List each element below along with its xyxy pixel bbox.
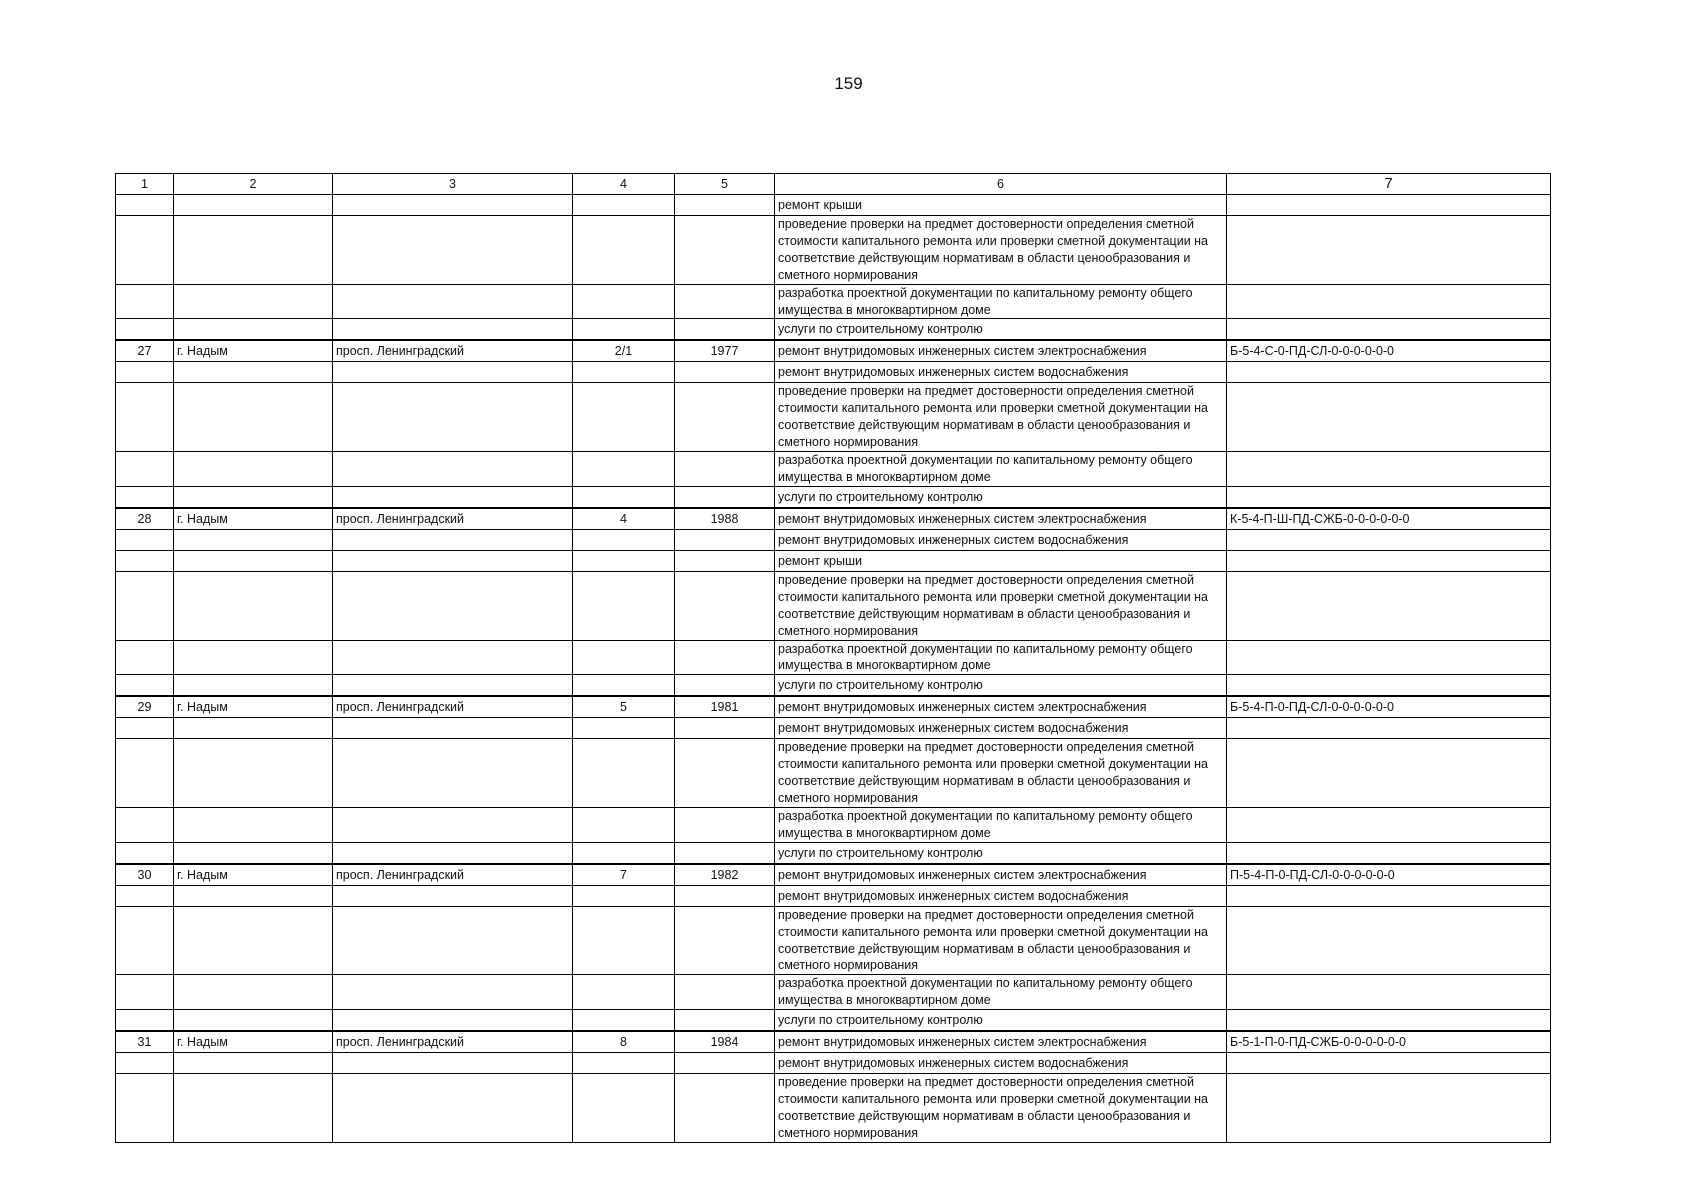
cell-city — [174, 216, 333, 285]
cell-house — [573, 1074, 675, 1143]
table-row — [116, 529, 1551, 550]
cell-street — [333, 640, 573, 675]
cell-work-type: ремонт внутридомовых инженерных систем электроснабжения — [775, 508, 1227, 530]
table-row — [116, 807, 1551, 842]
cell-year — [675, 362, 775, 383]
table-row — [116, 696, 1551, 718]
table-row — [116, 1010, 1551, 1032]
cell-house — [573, 319, 675, 341]
cell-year — [675, 1074, 775, 1143]
cell-street — [333, 1053, 573, 1074]
cell-number — [116, 216, 174, 285]
cell-house — [573, 362, 675, 383]
table-row — [116, 975, 1551, 1010]
cell-city — [174, 529, 333, 550]
cell-code — [1227, 675, 1551, 697]
cell-work-type: ремонт внутридомовых инженерных систем водоснабжения — [775, 529, 1227, 550]
cell-year — [675, 640, 775, 675]
cell-year — [675, 319, 775, 341]
cell-number — [116, 842, 174, 864]
cell-work-type: услуги по строительному контролю — [775, 842, 1227, 864]
cell-work-type: ремонт внутридомовых инженерных систем водоснабжения — [775, 1053, 1227, 1074]
cell-city — [174, 906, 333, 975]
cell-street — [333, 975, 573, 1010]
cell-work-type: ремонт внутридомовых инженерных систем электроснабжения — [775, 864, 1227, 886]
cell-house — [573, 842, 675, 864]
cell-work-type: услуги по строительному контролю — [775, 675, 1227, 697]
cell-house — [573, 640, 675, 675]
table-row — [116, 452, 1551, 487]
cell-work-type: проведение проверки на предмет достоверности определения сметной стоимости капитального ремонта или проверки сметной документации на соответствие действующим нормативам в области ценообразования и сметного нормирования — [775, 571, 1227, 640]
cell-work-type: ремонт крыши — [775, 550, 1227, 571]
cell-year — [675, 1010, 775, 1032]
cell-year: 1981 — [675, 696, 775, 718]
cell-street — [333, 842, 573, 864]
cell-street — [333, 195, 573, 216]
cell-number — [116, 1010, 174, 1032]
header-col-5: 5 — [675, 174, 775, 195]
cell-house — [573, 571, 675, 640]
cell-work-type: ремонт внутридомовых инженерных систем водоснабжения — [775, 362, 1227, 383]
cell-city — [174, 1053, 333, 1074]
cell-number: 29 — [116, 696, 174, 718]
cell-house — [573, 807, 675, 842]
cell-year — [675, 842, 775, 864]
cell-number — [116, 1053, 174, 1074]
cell-code — [1227, 319, 1551, 341]
table-row — [116, 195, 1551, 216]
header-col-2: 2 — [174, 174, 333, 195]
cell-code — [1227, 807, 1551, 842]
cell-city — [174, 718, 333, 739]
table-row — [116, 383, 1551, 452]
header-row — [116, 174, 1551, 195]
cell-code — [1227, 885, 1551, 906]
cell-year — [675, 906, 775, 975]
cell-house — [573, 284, 675, 319]
cell-city — [174, 675, 333, 697]
cell-house — [573, 675, 675, 697]
table-row — [116, 739, 1551, 808]
cell-number — [116, 975, 174, 1010]
cell-number — [116, 195, 174, 216]
cell-work-type: ремонт крыши — [775, 195, 1227, 216]
table-body — [116, 195, 1551, 1143]
cell-street — [333, 486, 573, 508]
cell-city — [174, 195, 333, 216]
table-row — [116, 640, 1551, 675]
cell-year — [675, 807, 775, 842]
cell-work-type: проведение проверки на предмет достоверности определения сметной стоимости капитального ремонта или проверки сметной документации на соответствие действующим нормативам в области ценообразования и сметного нормирования — [775, 1074, 1227, 1143]
cell-number — [116, 529, 174, 550]
cell-number — [116, 452, 174, 487]
cell-house — [573, 975, 675, 1010]
cell-code — [1227, 362, 1551, 383]
table-row — [116, 550, 1551, 571]
cell-city — [174, 284, 333, 319]
table-row — [116, 508, 1551, 530]
cell-work-type: ремонт внутридомовых инженерных систем водоснабжения — [775, 718, 1227, 739]
cell-number — [116, 362, 174, 383]
cell-number — [116, 807, 174, 842]
table-row — [116, 718, 1551, 739]
cell-year: 1982 — [675, 864, 775, 886]
cell-house — [573, 529, 675, 550]
cell-work-type: проведение проверки на предмет достоверности определения сметной стоимости капитального ремонта или проверки сметной документации на соответствие действующим нормативам в области ценообразования и сметного нормирования — [775, 216, 1227, 285]
cell-code — [1227, 1074, 1551, 1143]
cell-code — [1227, 195, 1551, 216]
cell-city — [174, 1074, 333, 1143]
cell-street — [333, 452, 573, 487]
cell-number: 28 — [116, 508, 174, 530]
repair-works-table — [115, 173, 1551, 1143]
cell-house — [573, 216, 675, 285]
cell-code: Б-5-1-П-0-ПД-СЖБ-0-0-0-0-0-0 — [1227, 1031, 1551, 1053]
cell-number: 27 — [116, 340, 174, 362]
cell-city — [174, 1010, 333, 1032]
table-row — [116, 284, 1551, 319]
cell-work-type: ремонт внутридомовых инженерных систем электроснабжения — [775, 1031, 1227, 1053]
table-row — [116, 486, 1551, 508]
cell-work-type: разработка проектной документации по капитальному ремонту общего имущества в многоквартирном доме — [775, 452, 1227, 487]
header-col-7: 7 — [1227, 174, 1551, 195]
cell-number — [116, 718, 174, 739]
cell-code — [1227, 486, 1551, 508]
cell-house: 8 — [573, 1031, 675, 1053]
cell-code: К-5-4-П-Ш-ПД-СЖБ-0-0-0-0-0-0 — [1227, 508, 1551, 530]
cell-code — [1227, 842, 1551, 864]
cell-code — [1227, 216, 1551, 285]
cell-work-type: ремонт внутридомовых инженерных систем электроснабжения — [775, 340, 1227, 362]
cell-number — [116, 739, 174, 808]
cell-year — [675, 718, 775, 739]
cell-city — [174, 739, 333, 808]
cell-house — [573, 885, 675, 906]
cell-city — [174, 319, 333, 341]
table-row — [116, 885, 1551, 906]
cell-work-type: услуги по строительному контролю — [775, 319, 1227, 341]
cell-street — [333, 739, 573, 808]
cell-street — [333, 675, 573, 697]
cell-house: 5 — [573, 696, 675, 718]
cell-code — [1227, 906, 1551, 975]
cell-street — [333, 906, 573, 975]
cell-code: Б-5-4-С-0-ПД-СЛ-0-0-0-0-0-0 — [1227, 340, 1551, 362]
cell-city — [174, 807, 333, 842]
cell-street — [333, 383, 573, 452]
cell-code — [1227, 739, 1551, 808]
cell-work-type: услуги по строительному контролю — [775, 486, 1227, 508]
cell-street — [333, 284, 573, 319]
cell-number — [116, 319, 174, 341]
cell-street — [333, 550, 573, 571]
cell-year — [675, 383, 775, 452]
cell-street — [333, 571, 573, 640]
header-col-1: 1 — [116, 174, 174, 195]
cell-year — [675, 452, 775, 487]
cell-code — [1227, 718, 1551, 739]
cell-street — [333, 362, 573, 383]
cell-house — [573, 195, 675, 216]
cell-number — [116, 675, 174, 697]
header-col-4: 4 — [573, 174, 675, 195]
cell-year — [675, 550, 775, 571]
cell-city — [174, 486, 333, 508]
cell-year — [675, 216, 775, 285]
table-row — [116, 319, 1551, 341]
table-row — [116, 216, 1551, 285]
cell-code — [1227, 1053, 1551, 1074]
cell-city: г. Надым — [174, 1031, 333, 1053]
cell-year — [675, 975, 775, 1010]
cell-number: 30 — [116, 864, 174, 886]
cell-street: просп. Ленинградский — [333, 696, 573, 718]
cell-code — [1227, 284, 1551, 319]
cell-house: 7 — [573, 864, 675, 886]
cell-year — [675, 284, 775, 319]
cell-city: г. Надым — [174, 864, 333, 886]
cell-city: г. Надым — [174, 508, 333, 530]
cell-year — [675, 885, 775, 906]
cell-number — [116, 571, 174, 640]
cell-house — [573, 1010, 675, 1032]
table-row — [116, 864, 1551, 886]
cell-house: 2/1 — [573, 340, 675, 362]
cell-city — [174, 362, 333, 383]
cell-house — [573, 486, 675, 508]
table-row — [116, 1031, 1551, 1053]
cell-code — [1227, 571, 1551, 640]
cell-year — [675, 675, 775, 697]
cell-house — [573, 452, 675, 487]
cell-work-type: проведение проверки на предмет достоверности определения сметной стоимости капитального ремонта или проверки сметной документации на соответствие действующим нормативам в области ценообразования и сметного нормирования — [775, 739, 1227, 808]
cell-work-type: ремонт внутридомовых инженерных систем водоснабжения — [775, 885, 1227, 906]
cell-year — [675, 486, 775, 508]
cell-house — [573, 1053, 675, 1074]
cell-code — [1227, 975, 1551, 1010]
cell-year — [675, 739, 775, 808]
table-row — [116, 362, 1551, 383]
cell-year: 1984 — [675, 1031, 775, 1053]
table-row — [116, 571, 1551, 640]
cell-house — [573, 739, 675, 808]
cell-year: 1977 — [675, 340, 775, 362]
cell-street: просп. Ленинградский — [333, 1031, 573, 1053]
cell-city — [174, 975, 333, 1010]
cell-city — [174, 885, 333, 906]
cell-city — [174, 842, 333, 864]
cell-street — [333, 529, 573, 550]
cell-city — [174, 571, 333, 640]
cell-work-type: разработка проектной документации по капитальному ремонту общего имущества в многоквартирном доме — [775, 284, 1227, 319]
page-number: 159 — [834, 74, 863, 93]
cell-street — [333, 319, 573, 341]
cell-year — [675, 529, 775, 550]
cell-number — [116, 640, 174, 675]
cell-number — [116, 550, 174, 571]
cell-work-type: ремонт внутридомовых инженерных систем электроснабжения — [775, 696, 1227, 718]
cell-street — [333, 216, 573, 285]
cell-code — [1227, 640, 1551, 675]
cell-city — [174, 452, 333, 487]
table-row — [116, 675, 1551, 697]
header-col-6: 6 — [775, 174, 1227, 195]
cell-number — [116, 383, 174, 452]
cell-city: г. Надым — [174, 340, 333, 362]
cell-house — [573, 906, 675, 975]
table-header — [116, 174, 1551, 195]
table-row — [116, 842, 1551, 864]
cell-code — [1227, 452, 1551, 487]
cell-street — [333, 807, 573, 842]
cell-city — [174, 550, 333, 571]
cell-work-type: разработка проектной документации по капитальному ремонту общего имущества в многоквартирном доме — [775, 975, 1227, 1010]
cell-house — [573, 550, 675, 571]
table-row — [116, 340, 1551, 362]
cell-year — [675, 195, 775, 216]
cell-house — [573, 718, 675, 739]
cell-street — [333, 1074, 573, 1143]
cell-year — [675, 1053, 775, 1074]
cell-number — [116, 1074, 174, 1143]
table-row — [116, 906, 1551, 975]
cell-street — [333, 885, 573, 906]
cell-code — [1227, 1010, 1551, 1032]
cell-street: просп. Ленинградский — [333, 508, 573, 530]
cell-year — [675, 571, 775, 640]
header-col-3: 3 — [333, 174, 573, 195]
cell-work-type: проведение проверки на предмет достоверности определения сметной стоимости капитального ремонта или проверки сметной документации на соответствие действующим нормативам в области ценообразования и сметного нормирования — [775, 383, 1227, 452]
cell-street: просп. Ленинградский — [333, 340, 573, 362]
cell-code — [1227, 550, 1551, 571]
cell-city — [174, 640, 333, 675]
cell-code — [1227, 529, 1551, 550]
cell-number — [116, 885, 174, 906]
cell-work-type: разработка проектной документации по капитальному ремонту общего имущества в многоквартирном доме — [775, 807, 1227, 842]
cell-street — [333, 718, 573, 739]
cell-number — [116, 906, 174, 975]
table-row — [116, 1074, 1551, 1143]
cell-work-type: проведение проверки на предмет достоверности определения сметной стоимости капитального ремонта или проверки сметной документации на соответствие действующим нормативам в области ценообразования и сметного нормирования — [775, 906, 1227, 975]
cell-code: Б-5-4-П-0-ПД-СЛ-0-0-0-0-0-0 — [1227, 696, 1551, 718]
cell-street — [333, 1010, 573, 1032]
cell-number — [116, 284, 174, 319]
cell-year: 1988 — [675, 508, 775, 530]
cell-work-type: разработка проектной документации по капитальному ремонту общего имущества в многоквартирном доме — [775, 640, 1227, 675]
cell-city: г. Надым — [174, 696, 333, 718]
cell-number: 31 — [116, 1031, 174, 1053]
cell-code — [1227, 383, 1551, 452]
cell-house: 4 — [573, 508, 675, 530]
cell-number — [116, 486, 174, 508]
table-row — [116, 1053, 1551, 1074]
cell-code: П-5-4-П-0-ПД-СЛ-0-0-0-0-0-0 — [1227, 864, 1551, 886]
cell-work-type: услуги по строительному контролю — [775, 1010, 1227, 1032]
cell-street: просп. Ленинградский — [333, 864, 573, 886]
cell-city — [174, 383, 333, 452]
cell-house — [573, 383, 675, 452]
